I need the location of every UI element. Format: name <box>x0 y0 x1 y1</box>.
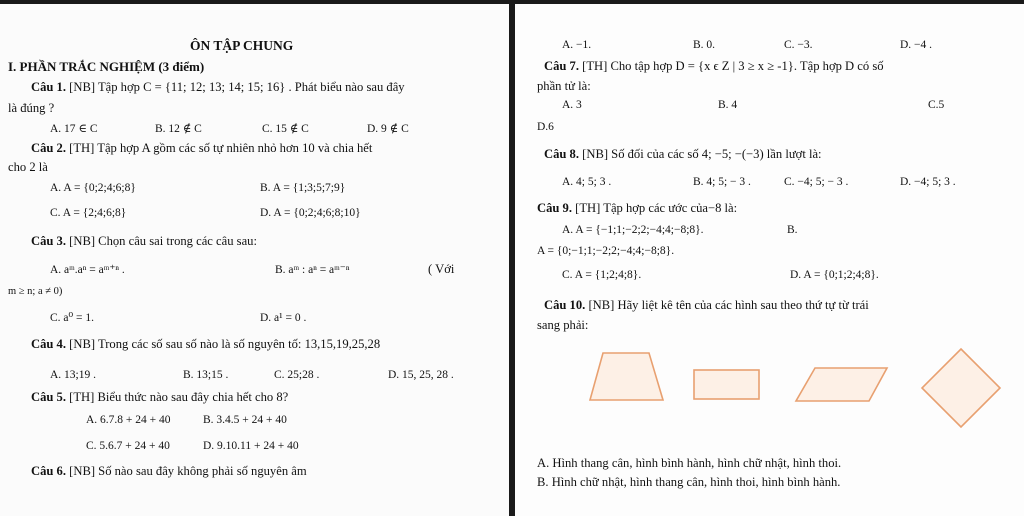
question-2-label: Câu 2. <box>31 141 66 155</box>
question-8-label: Câu 8. <box>544 147 579 161</box>
parallelogram-polygon <box>796 368 887 401</box>
q1-option-d[interactable]: D. 9 ∉ C <box>367 123 409 135</box>
question-7-text-cont: phần tử là: <box>537 79 591 93</box>
q2-option-a[interactable]: A. A = {0;2;4;6;8} <box>50 182 136 194</box>
q8-option-c[interactable]: C. −4; 5; − 3 . <box>784 176 849 188</box>
q9-option-b[interactable]: B. <box>787 224 798 236</box>
q3-option-b-note: ( Với <box>428 262 455 276</box>
question-3-label: Câu 3. <box>31 234 66 248</box>
section-heading: I. PHẦN TRẮC NGHIỆM (3 điểm) <box>8 59 205 74</box>
rectangle-polygon <box>694 370 759 399</box>
q4-option-a[interactable]: A. 13;19 . <box>50 369 96 381</box>
q1-option-b[interactable]: B. 12 ∉ C <box>155 123 202 135</box>
question-9 <box>537 201 737 216</box>
q1-option-c[interactable]: C. 15 ∉ C <box>262 123 309 135</box>
question-10-label: Câu 10. <box>544 298 586 312</box>
q7-option-b[interactable]: B. 4 <box>718 99 738 111</box>
q10-option-b[interactable]: B. Hình chữ nhật, hình thang cân, hình thoi, hình bình hành. <box>537 475 841 489</box>
q7-option-c[interactable]: C.5 <box>928 99 945 111</box>
question-7-label: Câu 7. <box>544 59 579 73</box>
question-4-label: Câu 4. <box>31 337 66 351</box>
question-2-text: [TH] Tập hợp A gồm các số tự nhiên nhỏ hơn 10 và chia hết <box>69 141 373 155</box>
q5-option-a[interactable]: A. 6.7.8 + 24 + 40 <box>86 414 171 426</box>
page-title: ÔN TẬP CHUNG <box>190 38 294 53</box>
question-5 <box>31 390 288 405</box>
rectangle-shape <box>691 367 763 403</box>
question-3-text: [NB] Chọn câu sai trong các câu sau: <box>69 234 257 248</box>
question-5-text: [TH] Biểu thức nào sau đây chia hết cho 8? <box>69 390 289 404</box>
rhombus-shape <box>919 346 1003 430</box>
q7-option-d[interactable]: D.6 <box>537 121 554 133</box>
q6-option-d[interactable]: D. −4 . <box>900 39 933 51</box>
question-4 <box>31 337 380 352</box>
q6-option-c[interactable]: C. −3. <box>784 39 813 51</box>
question-8-text: [NB] Số đối của các số 4; −5; −(−3) lần lượt là: <box>582 147 822 161</box>
q1-option-a[interactable]: A. 17 ∈ C <box>50 123 98 135</box>
question-1-text-cont: là đúng ? <box>8 101 55 115</box>
question-10-text-cont: sang phải: <box>537 318 589 332</box>
q2-option-c[interactable]: C. A = {2;4;6;8} <box>50 207 127 219</box>
question-4-text: [NB] Trong các số sau số nào là số nguyên tố: 13,15,19,25,28 <box>69 337 381 351</box>
q9-option-c[interactable]: C. A = {1;2;4;8}. <box>562 269 642 281</box>
q9-option-b-content: A = {0;−1;1;−2;2;−4;4;−8;8}. <box>537 245 675 257</box>
question-7-text: [TH] Cho tập hợp D = {x ϵ Z | 3 ≥ x ≥ -1}. Tập hợp D có số <box>582 59 884 73</box>
isosceles-trapezoid-shape <box>587 350 667 404</box>
parallelogram-shape <box>793 365 891 405</box>
q3-option-b-condition: m ≥ n; a ≠ 0) <box>8 286 63 297</box>
q3-option-b[interactable]: B. aᵐ : aⁿ = aᵐ⁻ⁿ <box>275 264 350 276</box>
question-1 <box>31 80 405 95</box>
q3-option-a[interactable]: A. aᵐ.aⁿ = aᵐ⁺ⁿ . <box>50 264 125 276</box>
q7-option-a[interactable]: A. 3 <box>562 99 582 111</box>
q6-option-a[interactable]: A. −1. <box>562 39 592 51</box>
q8-option-d[interactable]: D. −4; 5; 3 . <box>900 176 956 188</box>
question-6-label: Câu 6. <box>31 464 66 478</box>
q4-option-d[interactable]: D. 15, 25, 28 . <box>388 369 454 381</box>
q2-option-d[interactable]: D. A = {0;2;4;6;8;10} <box>260 207 361 219</box>
q9-option-d[interactable]: D. A = {0;1;2;4;8}. <box>790 269 879 281</box>
question-5-label: Câu 5. <box>31 390 66 404</box>
question-6 <box>31 464 307 479</box>
question-9-label: Câu 9. <box>537 201 572 215</box>
question-8 <box>544 147 822 162</box>
q4-option-c[interactable]: C. 25;28 . <box>274 369 320 381</box>
question-10-text: [NB] Hãy liệt kê tên của các hình sau theo thứ tự từ trái <box>588 298 869 312</box>
q5-option-d[interactable]: D. 9.10.11 + 24 + 40 <box>203 440 299 452</box>
rhombus-polygon <box>922 349 1000 427</box>
q5-option-b[interactable]: B. 3.4.5 + 24 + 40 <box>203 414 287 426</box>
question-10 <box>544 298 869 313</box>
q9-option-a[interactable]: A. A = {−1;1;−2;2;−4;4;−8;8}. <box>562 224 704 236</box>
question-1-label: Câu 1. <box>31 80 66 94</box>
q6-option-b[interactable]: B. 0. <box>693 39 716 51</box>
left-page <box>0 4 509 516</box>
q10-option-a[interactable]: A. Hình thang cân, hình bình hành, hình chữ nhật, hình thoi. <box>537 456 842 470</box>
question-1-text: [NB] Tập hợp C = {11; 12; 13; 14; 15; 16} . Phát biểu nào sau đây <box>69 80 405 94</box>
q4-option-b[interactable]: B. 13;15 . <box>183 369 229 381</box>
question-2-text-cont: cho 2 là <box>8 160 48 174</box>
q8-option-b[interactable]: B. 4; 5; − 3 . <box>693 176 751 188</box>
q3-option-c[interactable]: C. a⁰ = 1. <box>50 312 94 324</box>
question-7 <box>544 59 884 74</box>
question-3 <box>31 234 257 249</box>
q3-option-d[interactable]: D. a¹ = 0 . <box>260 312 307 324</box>
q2-option-b[interactable]: B. A = {1;3;5;7;9} <box>260 182 346 194</box>
trapezoid-polygon <box>590 353 663 400</box>
question-2 <box>31 141 372 156</box>
q5-option-c[interactable]: C. 5.6.7 + 24 + 40 <box>86 440 170 452</box>
question-9-text: [TH] Tập hợp các ước của−8 là: <box>575 201 738 215</box>
q8-option-a[interactable]: A. 4; 5; 3 . <box>562 176 612 188</box>
right-page <box>515 4 1024 516</box>
question-6-text: [NB] Số nào sau đây không phải số nguyên âm <box>69 464 307 478</box>
